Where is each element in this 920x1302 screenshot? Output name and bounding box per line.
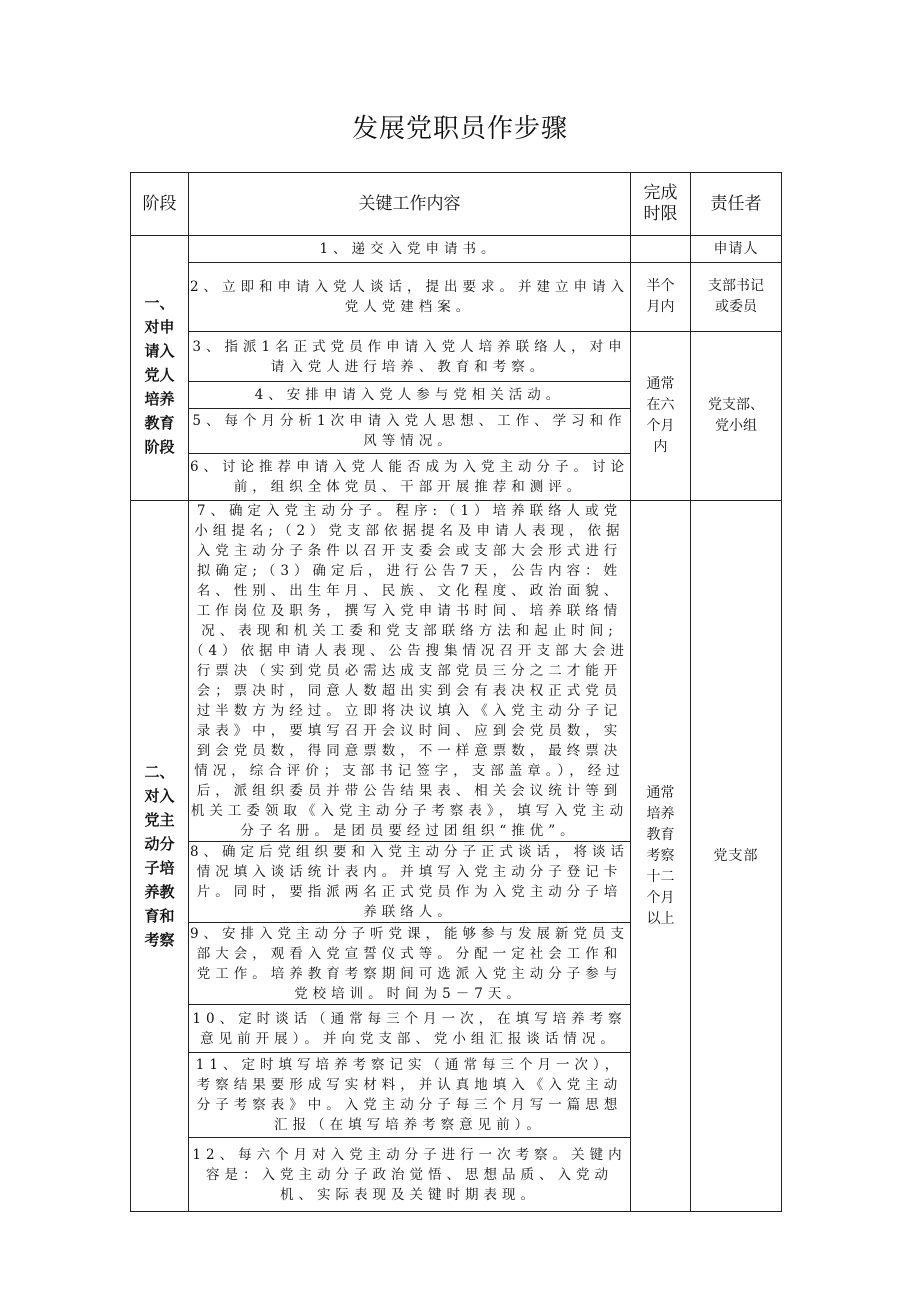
item-12 — [189, 1138, 631, 1212]
resp-line: 党小组 — [715, 418, 757, 434]
stage-line: 二、 — [144, 763, 175, 781]
item-text: 7、确定入党主动分子。程序:（1）培养联络人或党小组提名;（2）党支部依据提名及申请人表现，依据入党主动分子条件以召开支委会或支部大会形式进行拟确定;（3）确定后，进行公告7天，公告内容：姓名、性别、出生年月、民族、文化程度、政治面貌、工作岗位及职务，撰写入党申请书时间、培养联络情况、表现和机关工委和党支部联络方法和起止时间;（4）依据申请人表现、公告搜集情况召开支部大会进行票决（实到党员必需达成支部党员三分之二才能开会；票决时，同意人数超出实到会有表决权正式党员过半数方为经过。立即将决议填入《入党主动分子记录表》中，要填写召开会议时间、应到会党员数，实到会党员数，得同意票数，不一样意票数，最终票决情况，综合评价；支部书记签字，支部盖章。），经过后，派组织委员并带公告结果表、相关会议统计等到机关工委领取《入党主动分子考察表》，填写入党主动分子名册。是团员要经过团组织“推优”。 — [189, 503, 630, 839]
time-line: 教育 — [646, 826, 675, 843]
page-title: 发展党职员作步骤 — [351, 114, 568, 144]
item-text: 4、安排申请入党人参与党相关活动。 — [254, 387, 565, 403]
item-1 — [189, 236, 631, 263]
item-5 — [189, 409, 631, 454]
header-time-line: 完成 — [643, 183, 678, 203]
stage-line: 党人 — [144, 366, 175, 384]
resp-line: 或委员 — [715, 299, 757, 315]
resp-section-2: 党支部 — [691, 501, 782, 1212]
stage-line: 教育 — [144, 414, 175, 432]
time-line: 以上 — [646, 910, 675, 927]
stage-line: 养教 — [144, 883, 175, 901]
resp-1: 申请人 — [691, 236, 782, 263]
item-text: 11、定时填写培养考察记实（通常每三个月一次），考察结果要形成写实材料，并认真地填入《入党主动分子考察表》中。入党主动分子每三个月写一篇思想汇报（在填写培养考察意见前）。 — [195, 1057, 624, 1133]
time-line: 在六 — [646, 397, 675, 413]
stage-line: 育和 — [144, 907, 175, 925]
item-7 — [189, 501, 631, 842]
stage-line: 请入 — [144, 342, 175, 360]
stage-line: 阶段 — [144, 438, 175, 456]
item-text: 8、确定后党组织要和入党主动分子正式谈话，将谈话情况填入谈话统计表内。并填写入党主动分子登记卡片。同时，要指派两名正式党员作为入党主动分子培养联络人。 — [189, 844, 630, 920]
time-line: 通常 — [646, 376, 675, 392]
time-line: 半个 — [646, 278, 675, 294]
header-time-line: 时限 — [643, 204, 678, 224]
item-11 — [189, 1053, 631, 1138]
item-4 — [189, 382, 631, 409]
item-text: 2、立即和申请入党人谈话，提出要求。并建立申请入党人党建档案。 — [189, 279, 630, 315]
stage-line: 动分 — [144, 835, 175, 853]
time-line: 考察 — [646, 847, 675, 864]
time-line: 通常 — [646, 784, 675, 801]
time-1-empty — [631, 236, 691, 263]
time-line: 个月 — [646, 889, 675, 906]
stage-line: 党主 — [144, 811, 175, 829]
resp-line: 党支部、 — [708, 397, 764, 413]
time-line: 培养 — [646, 805, 675, 822]
table-row — [131, 332, 782, 382]
table-row — [131, 501, 782, 842]
item-text: 10、定时谈话（通常每三个月一次，在填写培养考察意见前开展）。并向党支部、党小组汇报谈话情况。 — [192, 1010, 627, 1047]
header-time — [631, 173, 691, 236]
item-9 — [189, 923, 631, 1005]
item-text: 9、安排入党主动分子听党课，能够参与发展新党员支部大会，观看入党宣誓仪式等。分配一定社会工作和党工作。培养教育考察期间可选派入党主动分子参与党校培训。时间为5－7天。 — [189, 925, 630, 1002]
stage-line: 考察 — [144, 931, 175, 949]
table-row — [131, 263, 782, 332]
header-stage: 阶段 — [131, 173, 189, 236]
item-text: 5、每个月分析1次申请入党人思想、工作、学习和作风等情况。 — [192, 413, 627, 449]
stage-line: 一、 — [144, 294, 175, 312]
item-2 — [189, 263, 631, 332]
time-3 — [631, 332, 691, 501]
header-responsible: 责任者 — [691, 173, 782, 236]
stage-1 — [131, 236, 189, 501]
stage-2 — [131, 501, 189, 1212]
item-text: 3、指派1名正式党员作申请入党人培养联络人，对申请入党人进行培养、教育和考察。 — [192, 338, 627, 375]
item-text: 1、递交入党申请书。 — [319, 241, 500, 257]
time-line: 月内 — [646, 299, 675, 315]
time-section-2 — [631, 501, 691, 1212]
resp-2 — [691, 263, 782, 332]
item-text: 12、每六个月对入党主动分子进行一次考察。关键内容是：入党主动分子政治觉悟、思想品质、入党动机、实际表现及关键时期表现。 — [192, 1146, 627, 1203]
stage-line: 对申 — [144, 318, 175, 336]
time-line: 内 — [653, 439, 668, 455]
item-6 — [189, 454, 631, 501]
item-3 — [189, 332, 631, 382]
item-text: 6、讨论推荐申请入党人能否成为入党主动分子。讨论前，组织全体党员、干部开展推荐和测评。 — [189, 459, 630, 495]
item-10 — [189, 1005, 631, 1053]
stage-line: 子培 — [144, 859, 175, 877]
time-line: 十二 — [646, 868, 675, 885]
time-2 — [631, 263, 691, 332]
item-8 — [189, 842, 631, 923]
table-row — [131, 236, 782, 263]
resp-line: 支部书记 — [708, 278, 764, 294]
time-line: 个月 — [646, 418, 675, 434]
stage-line: 培养 — [144, 390, 175, 408]
header-row — [131, 173, 782, 236]
steps-table — [130, 172, 782, 1212]
header-content: 关键工作内容 — [189, 173, 631, 236]
resp-3 — [691, 332, 782, 501]
stage-line: 对入 — [144, 787, 175, 805]
